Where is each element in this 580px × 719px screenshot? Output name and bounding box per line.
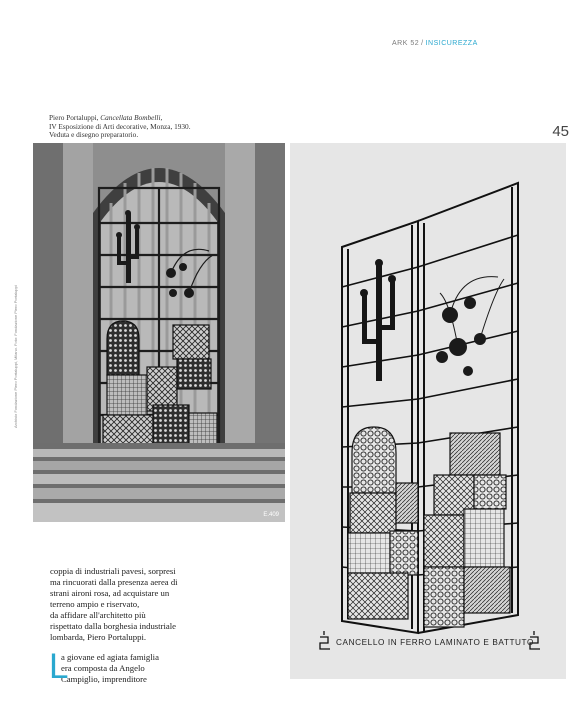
dropcap-letter: L — [49, 647, 69, 686]
caption-author: Piero Portaluppi, — [49, 113, 101, 122]
body-line: lombarda, Piero Portaluppi. — [50, 632, 147, 642]
body-paragraph — [50, 566, 230, 643]
caption-line-2: IV Esposizione di Arti decorative, Monza, 1930. — [49, 121, 191, 131]
body-line: a giovane ed agiata famiglia — [61, 652, 159, 662]
running-header — [392, 40, 478, 47]
gate-photo-image — [33, 143, 285, 522]
photo-credit: Archivio Fondazione Piero Portaluppi, Milano. Foto: Fondazione Piero Portaluppi — [13, 285, 18, 428]
dropcap-paragraph — [49, 647, 230, 686]
article-body — [50, 566, 230, 685]
gate-photograph — [33, 143, 285, 522]
drawing-inscription: CANCELLO IN FERRO LAMINATO E BATTUTO — [336, 638, 534, 647]
body-line: coppia di industriali pavesi, sorpresi — [50, 566, 176, 576]
body-line: terreno ampio e riservato, — [50, 599, 140, 609]
page-number: 45 — [552, 123, 569, 140]
caption-title-tail: , — [160, 113, 163, 122]
body-line: da affidare all'architetto più — [50, 610, 146, 620]
section-label: INSICUREZZA — [425, 40, 478, 47]
figure-caption — [49, 114, 259, 140]
body-line: Campiglio, imprenditore — [61, 674, 147, 684]
gate-drawing — [290, 143, 566, 679]
photo-archive-code: E.409 — [263, 512, 279, 518]
body-line: strani aironi rosa, ad acquistare un — [50, 588, 170, 598]
header-separator: / — [421, 40, 424, 47]
body-line: era composta da Angelo — [61, 663, 145, 673]
gate-drawing-image — [290, 143, 566, 679]
body-line: ma rincuorati dalla presenza aerea di — [50, 577, 178, 587]
caption-title: Cancellata Bombelli — [100, 113, 161, 122]
issue-label: ARK 52 — [392, 40, 420, 47]
caption-line-3: Veduta e disegno preparatorio. — [49, 130, 139, 140]
body-line: rispettato dalla borghesia industriale — [50, 621, 177, 631]
